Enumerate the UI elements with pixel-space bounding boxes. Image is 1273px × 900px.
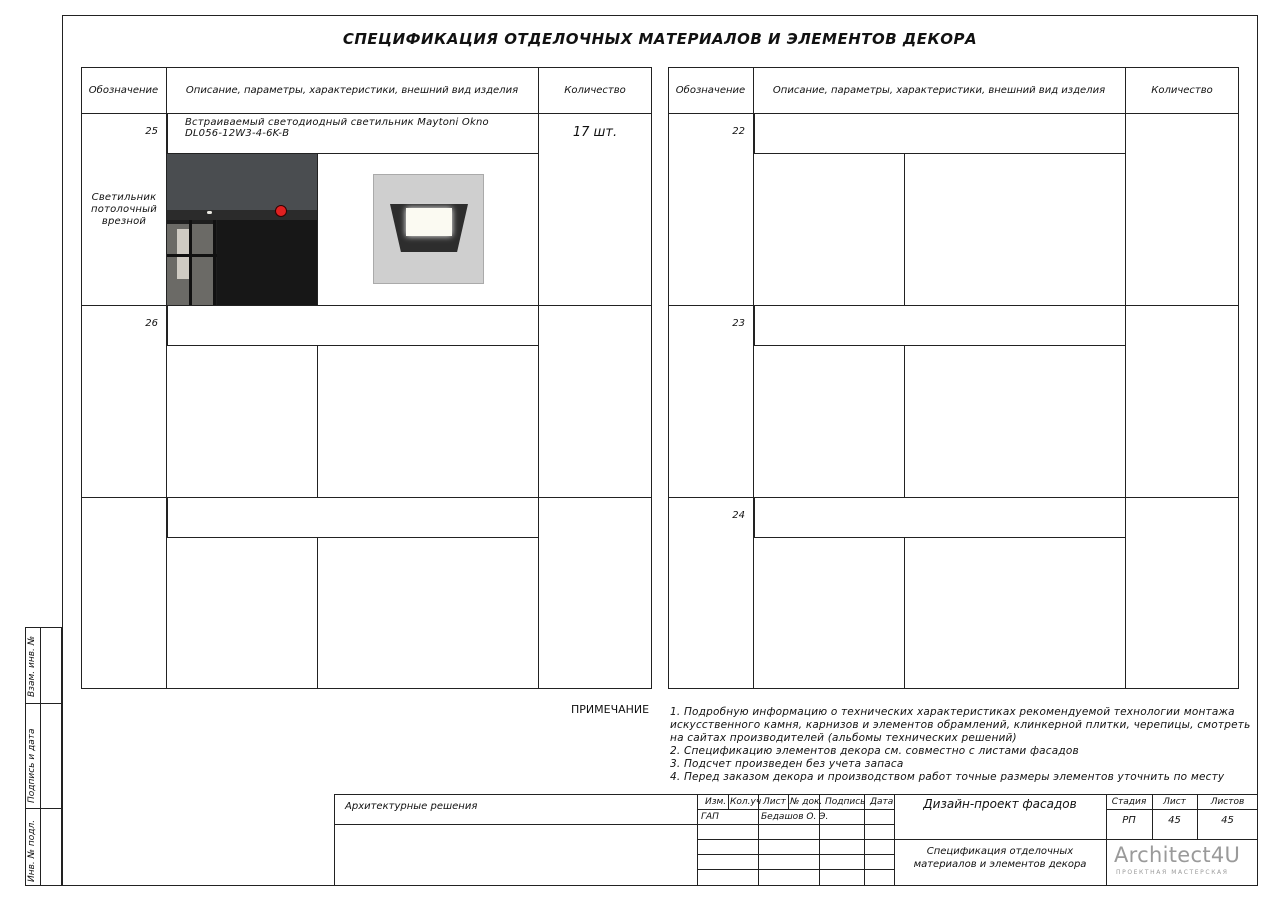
col-podpis: Подпись [825, 797, 866, 807]
notes-line: 4. Перед заказом декора и производством работ точные размеры элементов уточнить по месту [670, 771, 1225, 783]
notes-line: на сайтах производителей (альбомы технических решений) [670, 732, 1017, 744]
page-title: СПЕЦИФИКАЦИЯ ОТДЕЛОЧНЫХ МАТЕРИАЛОВ И ЭЛЕМЕНТОВ ДЕКОРА [342, 30, 978, 48]
row-number: 22 [732, 126, 745, 137]
col-izm: Изм. [705, 797, 727, 807]
side-stamp-inv: Инв. № подл. [27, 819, 37, 882]
right-header-quantity: Количество [1151, 84, 1213, 96]
notes-line: 3. Подсчет произведен без учета запаса [670, 758, 904, 770]
notes-line: 1. Подробную информацию о технических характеристиках рекомендуемой технологии монтажа [670, 706, 1235, 718]
stage-label: Стадия [1111, 797, 1147, 807]
left-header-description: Описание, параметры, характеристики, внешний вид изделия [185, 84, 519, 96]
stage-value: РП [1122, 815, 1136, 826]
person: Бедашов О. Э. [761, 812, 829, 822]
col-koluch: Кол.уч [730, 797, 762, 807]
role: ГАП [701, 812, 719, 822]
row-number: 23 [732, 318, 745, 329]
company-logo: Architect4U [1114, 843, 1241, 867]
sheets-value: 45 [1221, 815, 1234, 826]
row-number: 24 [732, 510, 745, 521]
installed-fixture-photo [167, 154, 317, 305]
row-number: 25 [145, 126, 158, 137]
col-list: Лист [763, 797, 786, 807]
col-data: Дата [870, 797, 894, 807]
sheet-value: 45 [1168, 815, 1181, 826]
row-description: Встраиваемый светодиодный светильник Maytoni Okno DL056-12W3-4-6K-B [185, 117, 489, 139]
row-quantity: 17 шт. [572, 125, 618, 140]
sheet-title-1: Спецификация отделочных [926, 846, 1074, 857]
col-ndok: № док. [790, 797, 823, 807]
red-dot-marker [275, 205, 287, 217]
sheets-label: Листов [1210, 797, 1245, 807]
company-logo-sub: ПРОЕКТНАЯ МАСТЕРСКАЯ [1116, 869, 1229, 876]
notes-line: искусственного камня, карнизов и элементов обрамлений, клинкерной плитки, черепицы, смотреть [670, 719, 1251, 731]
left-header-quantity: Количество [564, 84, 626, 96]
project-name: Дизайн-проект фасадов [923, 797, 1077, 811]
row-designation: Светильник потолочный врезной [91, 192, 157, 227]
right-header-designation: Обозначение [675, 84, 746, 96]
right-header-description: Описание, параметры, характеристики, внешний вид изделия [772, 84, 1106, 96]
notes-line: 2. Спецификацию элементов декора см. совместно с листами фасадов [670, 745, 1079, 757]
section-name: Архитектурные решения [345, 801, 478, 812]
sheet-title-2: материалов и элементов декора [913, 859, 1087, 870]
sheet-label: Лист [1163, 797, 1186, 807]
notes-label: ПРИМЕЧАНИЕ [571, 703, 650, 716]
side-stamp-vzam: Взам. инв. № [27, 635, 37, 697]
fixture-product-image [373, 174, 484, 284]
row-number: 26 [145, 318, 158, 329]
side-stamp-podpis: Подпись и дата [27, 728, 37, 803]
left-header-designation: Обозначение [88, 84, 159, 96]
